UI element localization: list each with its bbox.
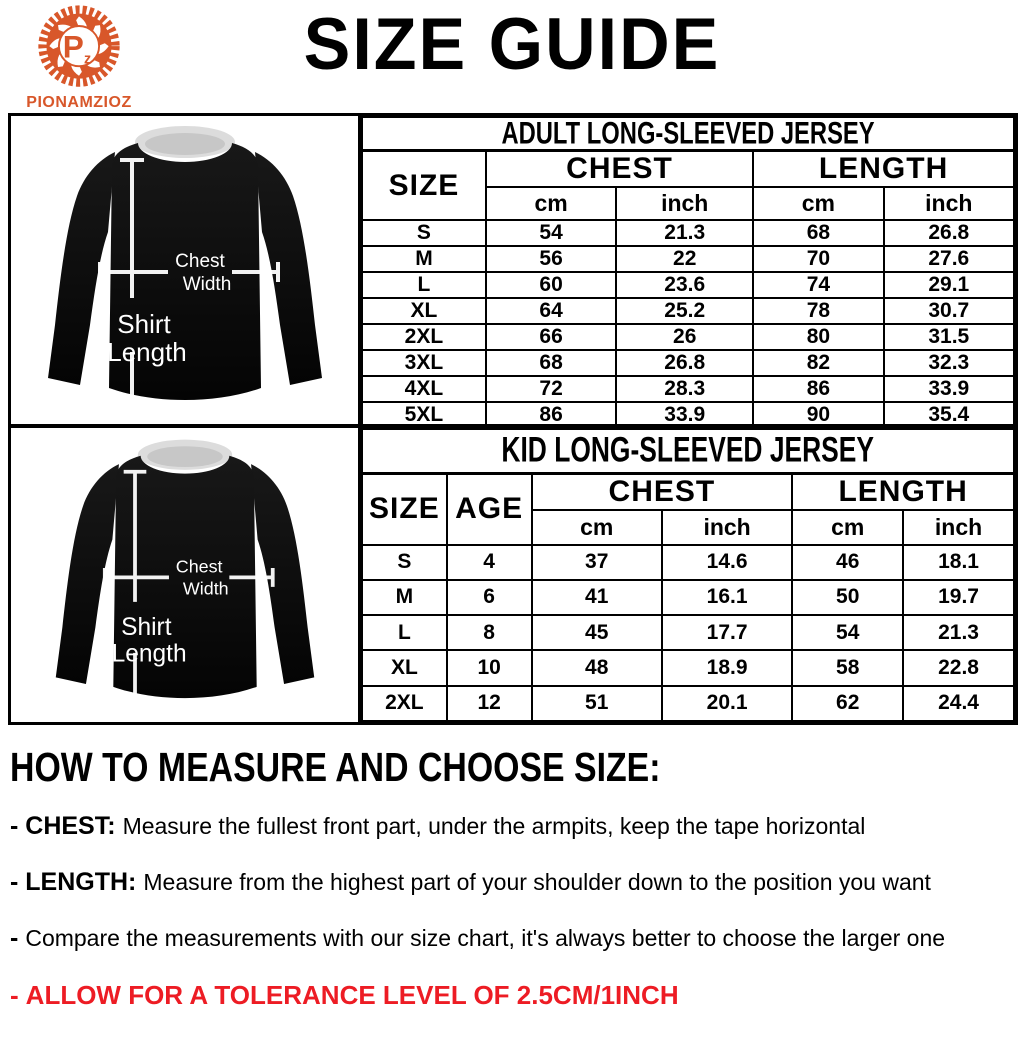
table-row <box>362 686 1014 721</box>
instruction-compare-label: - <box>10 924 19 952</box>
table-cell: 74 <box>753 272 883 298</box>
chest-width-label-line1: Chest <box>175 556 223 577</box>
logo-monogram-sub: z <box>84 51 92 68</box>
table-row <box>362 580 1014 615</box>
table-cell: 25.2 <box>616 298 753 324</box>
age-column-header: AGE <box>447 473 532 545</box>
unit-header: cm <box>753 187 883 220</box>
table-cell: 12 <box>447 686 532 721</box>
unit-header: cm <box>792 510 903 545</box>
adult-table-title-row <box>362 117 1014 151</box>
adult-section <box>11 116 1015 428</box>
table-row <box>362 545 1014 580</box>
table-cell: 30.7 <box>884 298 1014 324</box>
unit-header: inch <box>884 187 1014 220</box>
table-cell: XL <box>362 298 486 324</box>
adult-size-table <box>361 116 1015 429</box>
instruction-chest-text: Measure the fullest front part, under the armpits, keep the tape horizontal <box>122 813 866 839</box>
table-cell: 70 <box>753 246 883 272</box>
table-cell: 80 <box>753 324 883 350</box>
chest-column-header: CHEST <box>486 151 753 188</box>
unit-header: cm <box>532 510 662 545</box>
table-cell: S <box>362 220 486 246</box>
table-cell: M <box>362 580 447 615</box>
table-cell: 54 <box>486 220 616 246</box>
table-cell: 37 <box>532 545 662 580</box>
kid-jersey-diagram <box>27 434 343 717</box>
table-cell: 51 <box>532 686 662 721</box>
table-cell: 3XL <box>362 350 486 376</box>
instruction-compare-text: Compare the measurements with our size chart, it's always better to choose the larger one <box>25 925 946 951</box>
logo-monogram-main: P <box>62 28 84 65</box>
table-cell: 19.7 <box>903 580 1014 615</box>
table-cell: 21.3 <box>903 615 1014 650</box>
table-row <box>362 220 1014 246</box>
table-cell: 78 <box>753 298 883 324</box>
table-row <box>362 402 1014 428</box>
table-cell: 29.1 <box>884 272 1014 298</box>
table-cell: 27.6 <box>884 246 1014 272</box>
instruction-compare <box>10 924 1014 953</box>
table-cell: L <box>362 272 486 298</box>
instruction-length-label: - LENGTH: <box>10 868 137 896</box>
table-cell: 68 <box>486 350 616 376</box>
instruction-tolerance-text: ALLOW FOR A TOLERANCE LEVEL OF 2.5CM/1INCH <box>25 980 679 1010</box>
chest-column-header: CHEST <box>532 473 793 510</box>
table-row <box>362 615 1014 650</box>
adult-jersey-panel <box>11 116 361 424</box>
table-cell: 62 <box>792 686 903 721</box>
shirt-length-label-line1: Shirt <box>120 613 172 641</box>
table-cell: 33.9 <box>616 402 753 428</box>
size-chart-area <box>8 113 1018 725</box>
table-cell: 86 <box>486 402 616 428</box>
table-cell: 31.5 <box>884 324 1014 350</box>
instruction-length <box>10 868 1014 897</box>
table-cell: 24.4 <box>903 686 1014 721</box>
table-cell: 4XL <box>362 376 486 402</box>
kid-table-panel <box>361 428 1015 722</box>
table-cell: 90 <box>753 402 883 428</box>
shirt-length-label-line2: Length <box>106 337 187 367</box>
table-cell: 66 <box>486 324 616 350</box>
table-cell: 5XL <box>362 402 486 428</box>
table-cell: 46 <box>792 545 903 580</box>
table-cell: 64 <box>486 298 616 324</box>
unit-header: inch <box>903 510 1014 545</box>
table-cell: 28.3 <box>616 376 753 402</box>
chest-width-label-line2: Width <box>182 577 229 598</box>
table-cell: 18.1 <box>903 545 1014 580</box>
instruction-length-text: Measure from the highest part of your shoulder down to the position you want <box>143 869 931 895</box>
kid-jersey-panel <box>11 428 361 722</box>
table-row <box>362 350 1014 376</box>
table-cell: 82 <box>753 350 883 376</box>
table-cell: 35.4 <box>884 402 1014 428</box>
page-header <box>0 0 1024 113</box>
instruction-tolerance <box>10 980 1014 1011</box>
table-cell: 18.9 <box>662 650 792 685</box>
shirt-length-label-line2: Length <box>111 639 187 667</box>
adult-jersey-diagram <box>18 120 352 420</box>
kid-size-table <box>361 428 1015 722</box>
shirt-length-label-line1: Shirt <box>116 309 171 339</box>
table-cell: 16.1 <box>662 580 792 615</box>
table-row <box>362 376 1014 402</box>
table-cell: 26.8 <box>884 220 1014 246</box>
instruction-chest <box>10 812 1014 841</box>
kid-table-header-row <box>362 473 1014 510</box>
brand-name: PIONAMZIOZ <box>26 94 132 111</box>
table-cell: 22 <box>616 246 753 272</box>
table-cell: 26 <box>616 324 753 350</box>
table-cell: 21.3 <box>616 220 753 246</box>
table-cell: 68 <box>753 220 883 246</box>
table-row <box>362 246 1014 272</box>
table-cell: 17.7 <box>662 615 792 650</box>
table-cell: 10 <box>447 650 532 685</box>
table-cell: 14.6 <box>662 545 792 580</box>
table-cell: 8 <box>447 615 532 650</box>
length-column-header: LENGTH <box>792 473 1014 510</box>
unit-header: inch <box>616 187 753 220</box>
table-cell: 41 <box>532 580 662 615</box>
table-cell: M <box>362 246 486 272</box>
table-cell: 2XL <box>362 324 486 350</box>
adult-table-header-row <box>362 151 1014 188</box>
chest-width-label-line2: Width <box>182 274 231 295</box>
unit-header: inch <box>662 510 792 545</box>
adult-table-title: ADULT LONG-SLEEVED JERSEY <box>501 115 875 151</box>
size-column-header: SIZE <box>362 473 447 545</box>
table-cell: XL <box>362 650 447 685</box>
size-column-header: SIZE <box>362 151 486 221</box>
how-to-measure-heading: HOW TO MEASURE AND CHOOSE SIZE: <box>10 744 661 790</box>
table-cell: 20.1 <box>662 686 792 721</box>
table-row <box>362 298 1014 324</box>
table-cell: 72 <box>486 376 616 402</box>
table-cell: 56 <box>486 246 616 272</box>
table-cell: 60 <box>486 272 616 298</box>
unit-header: cm <box>486 187 616 220</box>
length-column-header: LENGTH <box>753 151 1014 188</box>
table-cell: 23.6 <box>616 272 753 298</box>
how-to-measure-section <box>10 744 1014 1038</box>
page-title: SIZE GUIDE <box>303 3 721 85</box>
adult-table-panel <box>361 116 1015 424</box>
table-cell: 22.8 <box>903 650 1014 685</box>
table-cell: 26.8 <box>616 350 753 376</box>
instruction-tolerance-label: - <box>10 980 19 1010</box>
table-cell: 4 <box>447 545 532 580</box>
table-row <box>362 650 1014 685</box>
kid-table-title: KID LONG-SLEEVED JERSEY <box>501 430 875 470</box>
table-cell: 33.9 <box>884 376 1014 402</box>
table-cell: S <box>362 545 447 580</box>
table-cell: 54 <box>792 615 903 650</box>
table-cell: 50 <box>792 580 903 615</box>
table-cell: 2XL <box>362 686 447 721</box>
table-row <box>362 272 1014 298</box>
kid-table-title-row <box>362 429 1014 473</box>
table-cell: 32.3 <box>884 350 1014 376</box>
table-cell: 45 <box>532 615 662 650</box>
table-cell: 48 <box>532 650 662 685</box>
instruction-chest-label: - CHEST: <box>10 812 116 840</box>
kid-section <box>11 428 1015 722</box>
table-cell: 58 <box>792 650 903 685</box>
table-row <box>362 324 1014 350</box>
chest-width-label-line1: Chest <box>174 251 225 272</box>
table-cell: 86 <box>753 376 883 402</box>
table-cell: 6 <box>447 580 532 615</box>
table-cell: L <box>362 615 447 650</box>
